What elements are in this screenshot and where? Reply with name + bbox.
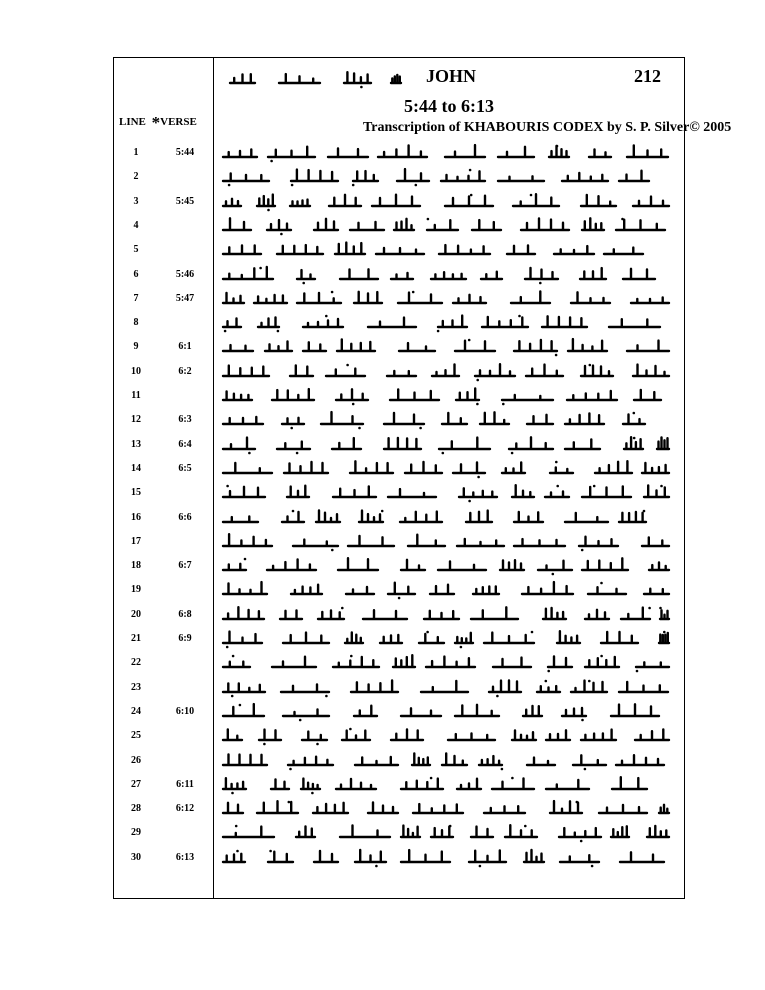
line-number: 30 xyxy=(131,851,141,863)
text-line xyxy=(113,531,685,555)
verse-reference: 5:44 xyxy=(175,147,195,158)
line-number: 17 xyxy=(131,535,141,547)
text-line xyxy=(113,628,685,652)
text-line xyxy=(113,239,685,263)
line-number: 10 xyxy=(131,365,141,377)
syriac-text-image xyxy=(221,822,671,844)
verse-reference: 6:4 xyxy=(178,438,192,450)
page-number: 212 xyxy=(634,66,661,86)
syriac-text-image xyxy=(221,482,671,504)
verse-reference: 6:3 xyxy=(178,414,192,426)
line-number: 1 xyxy=(133,147,139,158)
text-line xyxy=(113,385,685,409)
text-line xyxy=(113,191,685,215)
line-number: 12 xyxy=(131,414,141,426)
text-line xyxy=(113,725,685,749)
syriac-text-image xyxy=(221,798,671,820)
syriac-text-image xyxy=(221,555,671,577)
line-number: 23 xyxy=(131,681,141,693)
syriac-text-image xyxy=(221,507,671,529)
syriac-text-image xyxy=(221,239,671,261)
syriac-text-image xyxy=(221,847,671,869)
text-line xyxy=(113,579,685,603)
syriac-text-image xyxy=(221,191,671,213)
verse-reference: 6:6 xyxy=(178,511,192,523)
line-number: 21 xyxy=(131,633,141,644)
star-mark: * xyxy=(151,113,161,132)
line-number: 20 xyxy=(131,608,141,620)
text-line xyxy=(113,215,685,239)
syriac-text-image xyxy=(221,458,671,480)
line-number: 22 xyxy=(131,657,141,669)
line-number: 25 xyxy=(131,730,141,742)
line-number: 7 xyxy=(133,292,139,304)
line-number: 9 xyxy=(133,341,139,353)
column-header xyxy=(119,113,197,133)
text-line xyxy=(113,798,685,822)
line-number: 16 xyxy=(131,511,141,523)
syriac-text-image xyxy=(221,166,671,188)
text-line xyxy=(113,701,685,725)
book-title: JOHN xyxy=(426,66,477,86)
line-number: 15 xyxy=(131,487,141,499)
verse-reference: 6:13 xyxy=(175,851,195,863)
syriac-text-image xyxy=(221,264,671,286)
text-line xyxy=(113,750,685,774)
verse-reference: 6:10 xyxy=(175,705,195,717)
text-line xyxy=(113,847,685,871)
verse-reference: 6:11 xyxy=(176,778,194,790)
text-line xyxy=(113,361,685,385)
line-number: 27 xyxy=(131,778,141,790)
line-number: 11 xyxy=(131,390,141,401)
syriac-text-image xyxy=(221,652,671,674)
line-number: 2 xyxy=(133,171,139,183)
verse-reference: 6:1 xyxy=(178,341,192,353)
transcription-credit: Transcription of KHABOURIS CODEX by S. P. Silver© 2005 xyxy=(363,120,732,135)
line-number: 4 xyxy=(133,219,139,231)
syriac-text-image xyxy=(221,725,671,747)
syriac-text-image xyxy=(221,361,671,383)
line-number: 3 xyxy=(133,195,139,207)
text-line xyxy=(113,822,685,846)
text-line xyxy=(113,652,685,676)
text-line xyxy=(113,264,685,288)
syriac-text-image xyxy=(221,677,671,699)
verse-reference: 6:7 xyxy=(178,560,192,572)
verse-column-label: VERSE xyxy=(160,116,197,128)
line-number: 6 xyxy=(133,268,139,280)
text-line xyxy=(113,604,685,628)
text-line xyxy=(113,482,685,506)
verse-reference: 5:45 xyxy=(175,195,195,207)
verse-reference: 6:5 xyxy=(178,462,192,474)
line-number: 8 xyxy=(133,317,139,329)
syriac-text-image xyxy=(221,215,671,237)
line-number: 5 xyxy=(133,244,139,256)
syriac-text-image xyxy=(221,628,671,650)
syriac-text-image xyxy=(221,409,671,431)
syriac-text-image xyxy=(221,312,671,334)
verse-reference: 6:12 xyxy=(175,803,195,815)
line-number: 28 xyxy=(131,803,141,815)
text-line xyxy=(113,458,685,482)
text-line xyxy=(113,166,685,190)
line-column-label: LINE xyxy=(119,116,146,128)
syriac-text-image xyxy=(221,701,671,723)
text-line xyxy=(113,774,685,798)
verse-reference: 6:2 xyxy=(178,365,192,377)
line-number: 29 xyxy=(131,827,141,839)
syriac-title-image xyxy=(228,68,403,92)
line-number: 14 xyxy=(131,462,141,474)
syriac-text-image xyxy=(221,579,671,601)
text-line xyxy=(113,555,685,579)
syriac-text-image xyxy=(221,434,671,456)
text-line xyxy=(113,434,685,458)
syriac-text-image xyxy=(221,604,671,626)
syriac-text-image xyxy=(221,142,671,164)
line-number: 18 xyxy=(131,560,141,572)
verse-reference: 6:9 xyxy=(178,633,192,644)
text-line xyxy=(113,288,685,312)
syriac-text-image xyxy=(221,385,671,407)
syriac-text-image xyxy=(221,531,671,553)
line-number: 24 xyxy=(131,705,141,717)
line-number: 26 xyxy=(131,754,141,766)
text-line xyxy=(113,312,685,336)
text-line xyxy=(113,336,685,360)
verse-reference: 5:47 xyxy=(175,292,195,304)
verse-reference: 5:46 xyxy=(175,268,195,280)
syriac-text-image xyxy=(221,336,671,358)
verse-reference: 6:8 xyxy=(178,608,192,620)
text-line xyxy=(113,677,685,701)
syriac-text-image xyxy=(221,774,671,796)
line-number: 13 xyxy=(131,438,141,450)
text-line xyxy=(113,409,685,433)
verse-range: 5:44 to 6:13 xyxy=(404,96,494,116)
text-line xyxy=(113,507,685,531)
line-number: 19 xyxy=(131,584,141,596)
syriac-text-image xyxy=(221,288,671,310)
text-line xyxy=(113,142,685,166)
syriac-text-image xyxy=(221,750,671,772)
